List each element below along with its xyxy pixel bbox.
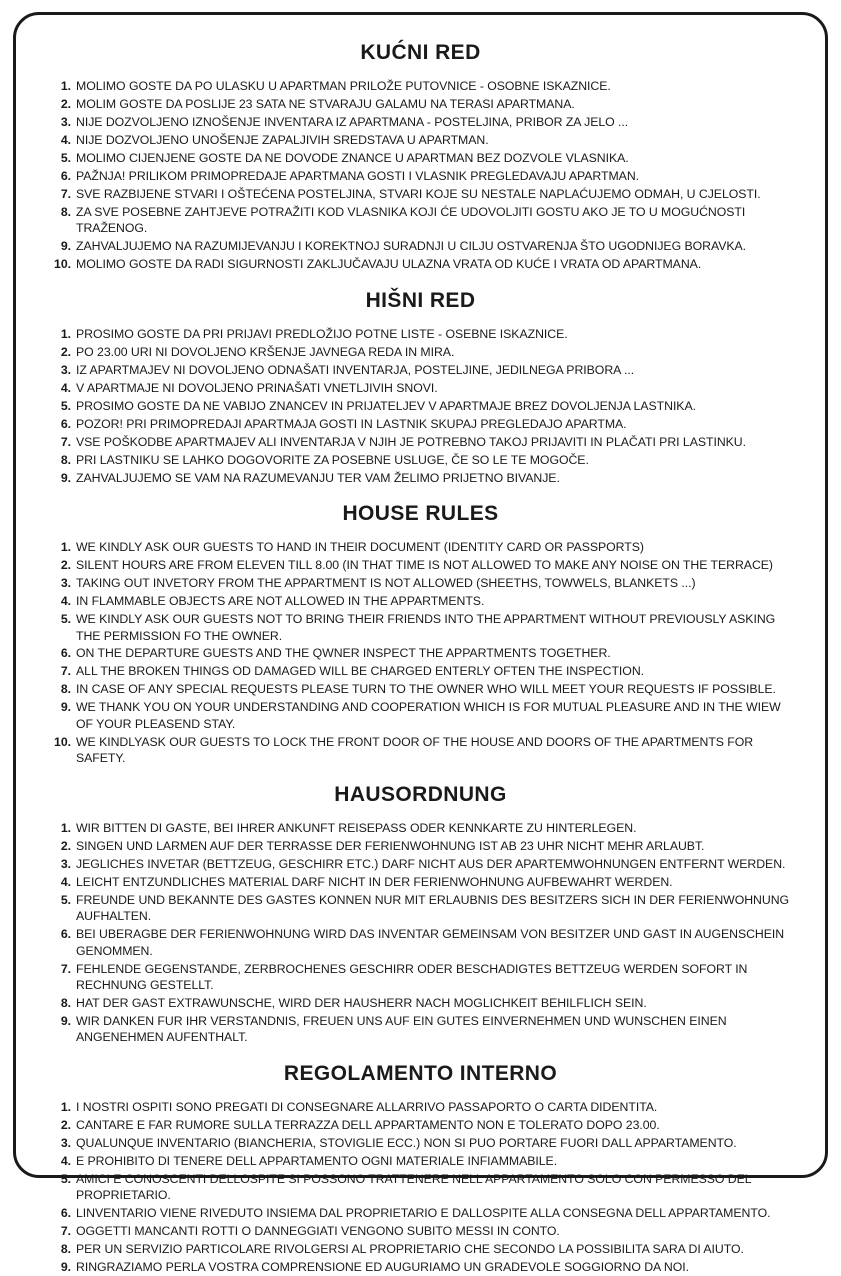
list-item-number: 2. [60, 344, 71, 359]
list-item-number: 8. [60, 996, 71, 1011]
list-item-text: NIJE DOZVOLJENO IZNOŠENJE INVENTARA IZ APARTMANA - POSTELJINA, PRIBOR ZA JELO ... [76, 115, 629, 130]
list-item-number: 6. [60, 416, 71, 431]
list-item-text: ZAHVALJUJEMO NA RAZUMIJEVANJU I KOREKTNOJ SURADNJI U CILJU OSTVARENJA ŠTO UGODNIJEG BORAVKA. [76, 239, 747, 254]
list-item-text: WE KINDLY ASK OUR GUESTS NOT TO BRING THEIR FRIENDS INTO THE APPARTMENT WITHOUT PREVIOUSLY ASKING THE PERMISSION FO THE OWNER. [76, 612, 776, 643]
list-item-number: 3. [60, 1135, 71, 1150]
list-item-number: 9. [60, 470, 71, 485]
list-item [42, 1013, 799, 1046]
list-item-number: 4. [60, 133, 71, 147]
list-item-number: 1. [60, 540, 71, 555]
list-item [42, 699, 799, 732]
list-item-text: WE KINDLY ASK OUR GUESTS TO HAND IN THEIR DOCUMENT (IDENTITY CARD OR PASSPORTS) [76, 540, 644, 555]
section-title-kucni-red: KUĆNI RED [360, 41, 481, 64]
list-item-text: MOLIMO CIJENJENE GOSTE DA NE DOVODE ZNANCE U APARTMAN BEZ DOZVOLE VLASNIKA. [76, 150, 629, 165]
list-item-text: IZ APARTMAJEV NI DOVOLJENO ODNAŠATI INVENTARJA, POSTELJINE, JEDILNEGA PRIBORA ... [76, 362, 635, 377]
list-item-text: PROSIMO GOSTE DA NE VABIJO ZNANCEV IN PRIJATELJEV V APARTMAJE BREZ DOVOLJENJA LASTNIKA. [76, 398, 696, 413]
list-item-text: QUALUNQUE INVENTARIO (BIANCHERIA, STOVIGLIE ECC.) NON SI PUO PORTARE FUORI DALL APPARTAMENTO. [76, 1135, 737, 1150]
section-kucni-red [42, 41, 799, 273]
list-item [42, 611, 799, 644]
list-item-text: MOLIM GOSTE DA POSLIJE 23 SATA NE STVARAJU GALAMU NA TERASI APARTMANA. [76, 97, 575, 112]
list-item-number: 7. [60, 1224, 71, 1239]
list-item [42, 1241, 799, 1257]
list-item-number: 5. [60, 892, 71, 907]
list-item-text: I NOSTRI OSPITI SONO PREGATI DI CONSEGNARE ALLARRIVO PASSAPORTO O CARTA DIDENTITA. [76, 1100, 658, 1115]
list-item [42, 995, 799, 1011]
list-item-text: ALL THE BROKEN THINGS OD DAMAGED WILL BE CHARGED ENTERLY OFTEN THE INSPECTION. [76, 664, 645, 679]
list-item-text: LINVENTARIO VIENE RIVEDUTO INSIEMA DAL PROPRIETARIO E DALLOSPITE ALLA CONSEGNA DELL APPARTAMENTO. [76, 1206, 771, 1221]
list-item [42, 1117, 799, 1133]
list-item-number: 1. [60, 326, 71, 341]
list-item-number: 2. [60, 838, 71, 853]
list-item [42, 470, 799, 486]
list-item-text: FEHLENDE GEGENSTANDE, ZERBROCHENES GESCHIRR ODER BESCHADIGTES BETTZEUG WERDEN SOFORT IN RECHNUNG GESTELLT. [76, 961, 748, 993]
list-item-text: WIR DANKEN FUR IHR VERSTANDNIS, FREUEN UNS AUF EIN GUTES EINVERNEHMEN UND WUNSCHEN EINEN ANGENEHMEN AUFENTHALT. [76, 1014, 727, 1045]
list-item [42, 362, 799, 378]
list-item-text: MOLIMO GOSTE DA PO ULASKU U APARTMAN PRILOŽE PUTOVNICE - OSOBNE ISKAZNICE. [76, 79, 611, 94]
list-item [42, 926, 799, 959]
list-item-number: 9. [60, 1014, 71, 1028]
list-item [42, 1099, 799, 1115]
list-item-number: 2. [60, 558, 71, 573]
list-item [42, 150, 799, 166]
list-item [42, 168, 799, 184]
list-item [42, 114, 799, 130]
rules-list-hausordnung [42, 820, 799, 1046]
list-item [42, 1135, 799, 1151]
list-item-text: MOLIMO GOSTE DA RADI SIGURNOSTI ZAKLJUČAVAJU ULAZNA VRATA OD KUĆE I VRATA OD APARTMANA. [76, 257, 702, 272]
list-item [42, 856, 799, 872]
list-item [42, 238, 799, 254]
rules-list-house-rules [42, 539, 799, 767]
list-item-text: POZOR! PRI PRIMOPREDAJI APARTMAJA GOSTI IN LASTNIK SKUPAJ PREGLEDAJO APARTMA. [76, 416, 627, 431]
list-item-number: 5. [60, 398, 71, 413]
list-item-number: 1. [60, 1100, 71, 1115]
list-item-number: 7. [60, 664, 71, 679]
list-item-text: BEI UBERAGBE DER FERIENWOHNUNG WIRD DAS INVENTAR GEMEINSAM VON BESITZER UND GAST IN AUGENSCHEIN GENOMMEN. [76, 927, 785, 958]
list-item-number: 8. [60, 204, 71, 219]
list-item [42, 681, 799, 697]
list-item-number: 6. [60, 646, 71, 661]
list-item [42, 645, 799, 661]
list-item-number: 6. [60, 1206, 71, 1221]
list-item-text: ZA SVE POSEBNE ZAHTJEVE POTRAŽITI KOD VLASNIKA KOJI ĆE UDOVOLJITI GOSTU AKO JE TO U MOGUĆNOSTI TRAŽENOG. [76, 204, 746, 236]
rules-frame [13, 12, 828, 1275]
list-item [42, 874, 799, 890]
list-item-number: 7. [60, 434, 71, 449]
list-item-number: 10. [54, 257, 71, 272]
list-item-number: 8. [60, 452, 71, 467]
list-item-text: LEICHT ENTZUNDLICHES MATERIAL DARF NICHT IN DER FERIENWOHNUNG AUFBEWAHRT WERDEN. [76, 874, 673, 889]
list-item-text: SINGEN UND LARMEN AUF DER TERRASSE DER FERIENWOHNUNG IST AB 23 UHR NICHT MEHR ARLAUBT. [76, 838, 705, 853]
rules-list-hisni-red [42, 326, 799, 486]
list-item [42, 575, 799, 591]
list-item-text: PRI LASTNIKU SE LAHKO DOGOVORITE ZA POSEBNE USLUGE, ČE SO LE TE MOGOČE. [76, 452, 589, 467]
list-item [42, 820, 799, 836]
list-item-text: WIR BITTEN DI GASTE, BEI IHRER ANKUNFT REISEPASS ODER KENNKARTE ZU HINTERLEGEN. [76, 820, 637, 835]
section-hausordnung [42, 783, 799, 1046]
list-item-number: 4. [60, 380, 71, 395]
list-item-text: WE THANK YOU ON YOUR UNDERSTANDING AND COOPERATION WHICH IS FOR MUTUAL PLEASURE AND IN THE WIEW OF YOUR PLEASEND STAY. [76, 700, 781, 731]
list-item [42, 326, 799, 342]
list-item [42, 204, 799, 237]
list-item-number: 3. [60, 576, 71, 591]
list-item-text: PAŽNJA! PRILIKOM PRIMOPREDAJE APARTMANA GOSTI I VLASNIK PREGLEDAVAJU APARTMAN. [76, 168, 640, 183]
section-title-regolamento-interno: REGOLAMENTO INTERNO [283, 1061, 558, 1085]
list-item [42, 132, 799, 148]
list-item-text: V APARTMAJE NI DOVOLJENO PRINAŠATI VNETLJIVIH SNOVI. [76, 380, 438, 395]
list-item [42, 398, 799, 414]
list-item-number: 4. [60, 1153, 71, 1168]
section-house-rules [42, 502, 799, 767]
list-item-text: JEGLICHES INVETAR (BETTZEUG, GESCHIRR ETC.) DARF NICHT AUS DER APARTEMWOHNUNGEN ENTFERNT WERDEN. [76, 856, 786, 871]
list-item [42, 1259, 799, 1275]
list-item [42, 1171, 799, 1204]
list-item [42, 838, 799, 854]
list-item-text: CANTARE E FAR RUMORE SULLA TERRAZZA DELL APPARTAMENTO NON E TOLERATO DOPO 23.00. [76, 1118, 660, 1132]
list-item-number: 5. [60, 150, 71, 165]
list-item-number: 3. [60, 362, 71, 377]
section-regolamento-interno [42, 1062, 799, 1276]
list-item-text: ZAHVALJUJEMO SE VAM NA RAZUMEVANJU TER VAM ŽELIMO PRIJETNO BIVANJE. [76, 470, 560, 485]
list-item [42, 1223, 799, 1239]
list-item [42, 539, 799, 555]
section-title-hausordnung: HAUSORDNUNG [334, 782, 507, 806]
list-item [42, 734, 799, 767]
list-item-number: 8. [60, 1242, 71, 1257]
list-item-number: 9. [60, 700, 71, 715]
list-item-number: 1. [60, 820, 71, 835]
list-item-number: 2. [60, 1118, 71, 1132]
list-item-text: IN CASE OF ANY SPECIAL REQUESTS PLEASE TURN TO THE OWNER WHO WILL MEET YOUR REQUESTS IF POSSIBLE. [76, 682, 776, 697]
list-item-text: NIJE DOZVOLJENO UNOŠENJE ZAPALJIVIH SREDSTAVA U APARTMAN. [76, 133, 489, 147]
list-item-text: PER UN SERVIZIO PARTICOLARE RIVOLGERSI AL PROPRIETARIO CHE SECONDO LA POSSIBILITA SARA DI AIUTO. [76, 1242, 744, 1257]
list-item-number: 7. [60, 186, 71, 201]
list-item-text: PROSIMO GOSTE DA PRI PRIJAVI PREDLOŽIJO POTNE LISTE - OSEBNE ISKAZNICE. [76, 326, 568, 341]
list-item-text: FREUNDE UND BEKANNTE DES GASTES KONNEN NUR MIT ERLAUBNIS DES BESITZERS SICH IN DER FERIENWOHNUNG AUFHALTEN. [76, 892, 790, 924]
list-item-text: IN FLAMMABLE OBJECTS ARE NOT ALLOWED IN THE APPARTMENTS. [76, 594, 485, 609]
list-item [42, 380, 799, 396]
list-item [42, 452, 799, 468]
list-item-text: SVE RAZBIJENE STVARI I OŠTEĆENA POSTELJINA, STVARI KOJE SU NESTALE NAPLAĆUJEMO ODMAH, U CJELOSTI. [76, 186, 761, 201]
list-item-text: ON THE DEPARTURE GUESTS AND THE QWNER INSPECT THE APPARTMENTS TOGETHER. [76, 646, 611, 661]
list-item-number: 7. [60, 961, 71, 976]
list-item-text: TAKING OUT INVETORY FROM THE APPARTMENT IS NOT ALLOWED (SHEETHS, TOWWELS, BLANKETS ...) [76, 576, 696, 591]
list-item-text: SILENT HOURS ARE FROM ELEVEN TILL 8.00 (IN THAT TIME IS NOT ALLOWED TO MAKE ANY NOISE ON THE TERRACE) [76, 558, 773, 573]
list-item [42, 434, 799, 450]
list-item-text: AMICI E CONOSCENTI DELLOSPITE SI POSSONO TRATTENERE NELL APPARTAMENTO SOLO CON PERMESSO DEL PROPRIETARIO. [76, 1171, 752, 1203]
list-item-number: 9. [60, 239, 71, 254]
list-item [42, 416, 799, 432]
list-item-text: E PROHIBITO DI TENERE DELL APPARTAMENTO OGNI MATERIALE INFIAMMABILE. [76, 1153, 558, 1168]
list-item [42, 961, 799, 994]
list-item [42, 344, 799, 360]
list-item-number: 6. [60, 927, 71, 942]
section-title-house-rules: HOUSE RULES [342, 502, 499, 526]
list-item [42, 1205, 799, 1221]
list-item-text: VSE POŠKODBE APARTMAJEV ALI INVENTARJA V NJIH JE POTREBNO TAKOJ PRIJAVITI IN PLAČATI PRI LASTINKU. [76, 434, 746, 449]
list-item-number: 3. [60, 856, 71, 871]
list-item-number: 4. [60, 594, 71, 609]
list-item [42, 557, 799, 573]
list-item [42, 593, 799, 609]
section-hisni-red [42, 289, 799, 486]
list-item [42, 186, 799, 202]
list-item-number: 4. [60, 874, 71, 889]
list-item-number: 9. [60, 1260, 71, 1275]
rules-list-regolamento-interno [42, 1099, 799, 1276]
rules-list-kucni-red [42, 78, 799, 273]
list-item [42, 892, 799, 925]
list-item-text: WE KINDLYASK OUR GUESTS TO LOCK THE FRONT DOOR OF THE HOUSE AND DOORS OF THE APARTMENTS FOR SAFETY. [76, 734, 754, 766]
list-item-number: 5. [60, 1171, 71, 1186]
list-item-number: 6. [60, 168, 71, 183]
list-item-text: PO 23.00 URI NI DOVOLJENO KRŠENJE JAVNEGA REDA IN MIRA. [76, 344, 455, 359]
section-title-hisni-red: HIŠNI RED [365, 288, 476, 312]
list-item [42, 1153, 799, 1169]
list-item-text: HAT DER GAST EXTRAWUNSCHE, WIRD DER HAUSHERR NACH MOGLICHKEIT BEHILFLICH SEIN. [76, 996, 647, 1011]
list-item-number: 3. [60, 115, 71, 130]
list-item-text: OGGETTI MANCANTI ROTTI O DANNEGGIATI VENGONO SUBITO MESSI IN CONTO. [76, 1224, 560, 1239]
list-item-number: 5. [60, 612, 71, 627]
list-item-number: 8. [60, 682, 71, 697]
list-item [42, 256, 799, 272]
list-item [42, 663, 799, 679]
list-item-number: 10. [54, 734, 71, 749]
list-item [42, 78, 799, 94]
list-item [42, 96, 799, 112]
list-item-number: 2. [60, 97, 71, 112]
list-item-text: RINGRAZIAMO PERLA VOSTRA COMPRENSIONE ED AUGURIAMO UN GRADEVOLE SOGGIORNO DA NOI. [76, 1260, 689, 1275]
list-item-number: 1. [60, 79, 71, 94]
